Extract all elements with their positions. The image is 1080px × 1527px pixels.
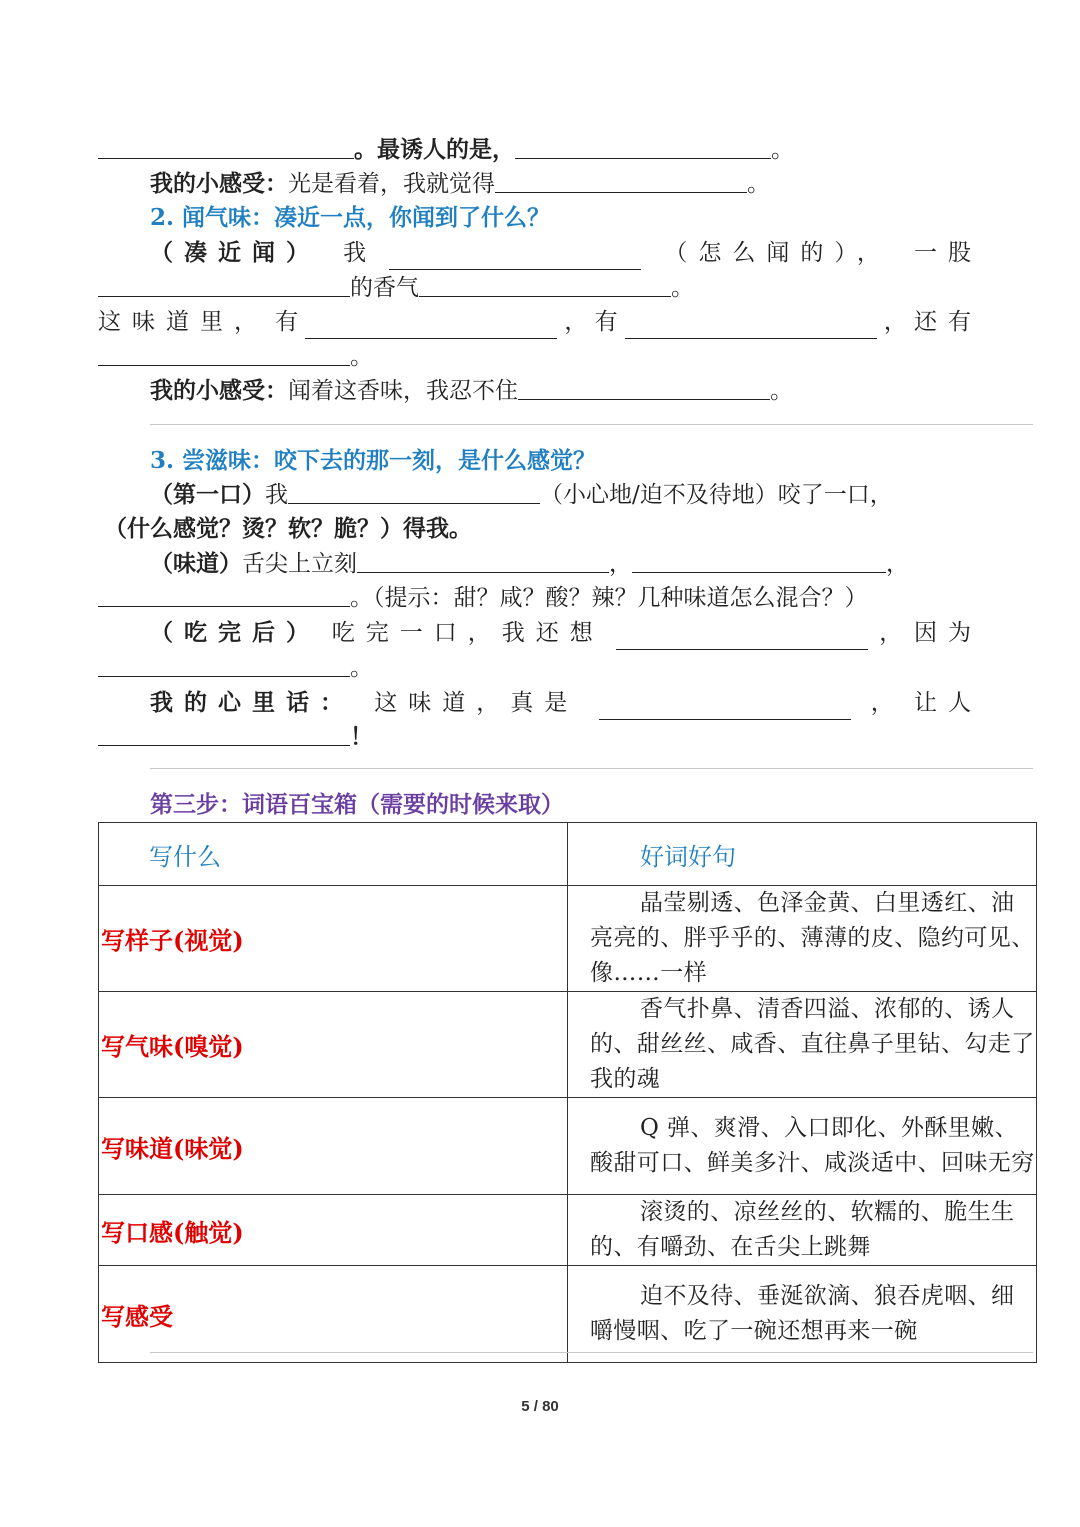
row-what: 写感受 (99, 1266, 568, 1363)
blank[interactable] (625, 316, 877, 339)
table-row (99, 886, 1037, 992)
blank[interactable] (98, 584, 350, 607)
step-3-title: 第三步：词语百宝箱（需要的时候来取） (150, 791, 564, 818)
blank[interactable] (495, 170, 747, 193)
header-what: 写什么 (99, 823, 568, 886)
taste-line-4: 。（提示：甜？咸？酸？辣？几种味道怎么混合？） (98, 581, 868, 615)
page-number: 5 / 80 (521, 1398, 559, 1415)
blank[interactable] (288, 481, 540, 504)
table-row (99, 1266, 1037, 1363)
feeling-line-2: 我的小感受：闻着这香味，我忍不住 。 (150, 377, 793, 404)
taste-line-8: ！ (98, 720, 373, 754)
smell-line-1: （凑近闻） 我 （怎么闻的）， 一股 (150, 236, 982, 270)
taste-line-7: 我的心里话： 这味道，真是 ， 让人 (150, 686, 982, 720)
section-2-title: 2. 闻气味：凑近一点，你闻到了什么？ (150, 204, 551, 231)
blank[interactable] (515, 136, 771, 159)
row-words: Q 弹、爽滑、入口即化、外酥里嫩、酸甜可口、鲜美多汁、咸淡适中、回味无穷 (568, 1098, 1037, 1195)
row-what: 写味道(味觉) (99, 1098, 568, 1195)
blank[interactable] (599, 697, 851, 720)
blank[interactable] (389, 247, 641, 270)
divider (150, 424, 1033, 425)
table-row (99, 992, 1037, 1098)
blank[interactable] (98, 274, 350, 297)
blank[interactable] (357, 550, 609, 573)
blank[interactable] (98, 343, 350, 366)
taste-line-3: （味道）舌尖上立刻 ， ， (150, 550, 909, 577)
row-what: 写样子(视觉) (99, 886, 568, 992)
row-what: 写气味(嗅觉) (99, 992, 568, 1098)
table-row (99, 1098, 1037, 1195)
blank[interactable] (518, 377, 770, 400)
table-header-row (99, 823, 1037, 886)
line-most-attractive: 。最诱人的是， 。 (98, 133, 794, 167)
table-row (99, 1195, 1037, 1266)
divider (150, 768, 1033, 769)
blank[interactable] (419, 274, 671, 297)
blank[interactable] (616, 627, 868, 650)
smell-line-2: 的香气 。 (98, 271, 694, 305)
word-treasure-table (98, 822, 1037, 1363)
header-words: 好词好句 (568, 823, 1037, 886)
feeling-line-1: 我的小感受：光是看着，我就觉得 。 (150, 170, 770, 197)
taste-line-2: （什么感觉？烫？软？脆？）得我。 (104, 515, 472, 542)
blank[interactable] (98, 654, 350, 677)
row-words: 晶莹剔透、色泽金黄、白里透红、油亮亮的、胖乎乎的、薄薄的皮、隐约可见、像……一样 (568, 886, 1037, 992)
taste-line-1: （第一口）我 （小心地/迫不及待地）咬了一口， (150, 481, 893, 508)
row-what: 写口感(触觉) (99, 1195, 568, 1266)
divider (150, 1352, 1033, 1353)
row-words: 滚烫的、凉丝丝的、软糯的、脆生生的、有嚼劲、在舌尖上跳舞 (568, 1195, 1037, 1266)
blank[interactable] (632, 550, 886, 573)
taste-line-6: 。 (98, 651, 373, 685)
blank[interactable] (98, 723, 350, 746)
row-words: 香气扑鼻、清香四溢、浓郁的、诱人的、甜丝丝、咸香、直往鼻子里钻、勾走了我的魂 (568, 992, 1037, 1098)
smell-line-4: 。 (98, 340, 373, 374)
smell-line-3: 这味道里， 有 ， 有 ， 还有 (98, 305, 982, 339)
blank[interactable] (305, 316, 557, 339)
section-3-title: 3. 尝滋味：咬下去的那一刻，是什么感觉？ (150, 447, 597, 474)
blank[interactable] (98, 136, 354, 159)
row-words: 迫不及待、垂涎欲滴、狼吞虎咽、细嚼慢咽、吃了一碗还想再来一碗 (568, 1266, 1037, 1363)
taste-line-5: （吃完后） 吃完一口，我还想 ， 因为 (150, 616, 982, 650)
